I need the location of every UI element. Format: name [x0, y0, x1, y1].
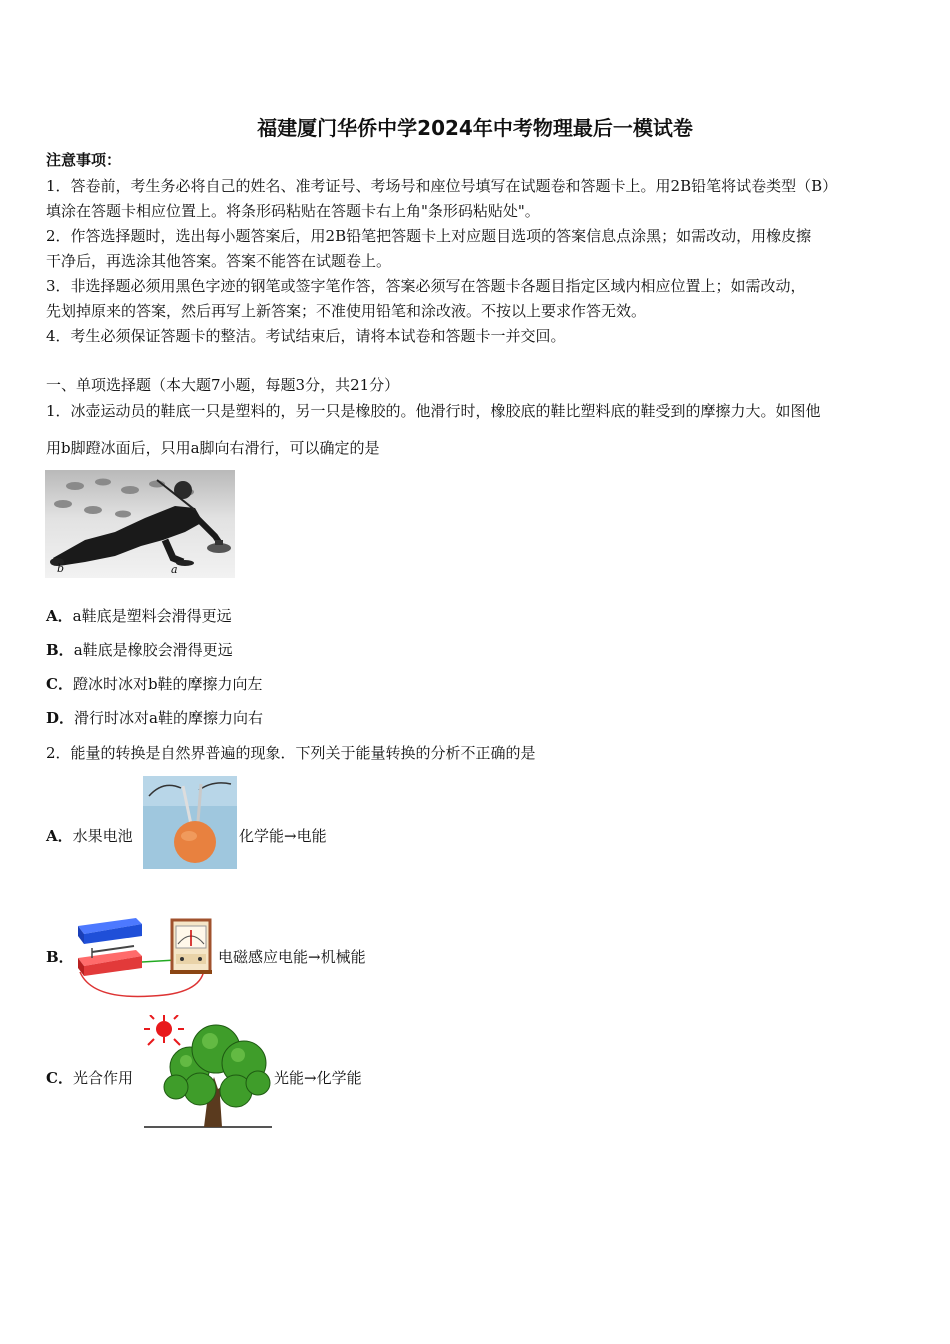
- option-text: a鞋底是塑料会滑得更远: [72, 607, 232, 625]
- q2-option-a-conversion: 化学能→电能: [239, 827, 327, 845]
- question-1-stem: 1．冰壶运动员的鞋底一只是塑料的，另一只是橡胶的。他滑行时，橡胶底的鞋比塑料底的鞋受到的摩擦力大。如图他: [46, 402, 821, 420]
- q2-option-b[interactable]: [46, 947, 74, 967]
- notice-line: 填涂在答题卡相应位置上。将条形码粘贴在答题卡右上角"条形码粘贴处"。: [46, 202, 540, 220]
- option-label: D．: [46, 709, 75, 727]
- option-c[interactable]: [46, 674, 263, 694]
- notice-line: 2．作答选择题时，选出每小题答案后，用2B铅笔把答题卡上对应题目选项的答案信息点涂黑；如需改动，用橡皮擦: [46, 227, 812, 245]
- q2-option-c[interactable]: [46, 1068, 133, 1088]
- question-2-stem: 2．能量的转换是自然界普遍的现象．下列关于能量转换的分析不正确的是: [46, 744, 536, 762]
- photosynthesis-figure: [140, 1015, 274, 1131]
- figure-label-b: b: [57, 562, 65, 575]
- option-text: 水果电池: [72, 827, 133, 845]
- question-1-stem-cont: 用b脚蹬冰面后，只用a脚向右滑行，可以确定的是: [46, 439, 380, 457]
- q2-option-b-conversion: 电磁感应电能→机械能: [218, 948, 366, 966]
- q2-option-a[interactable]: [46, 826, 133, 846]
- notice-line: 干净后，再选涂其他答案。答案不能答在试题卷上。: [46, 252, 392, 270]
- fruit-battery-figure: [143, 776, 237, 869]
- option-label: B．: [46, 641, 74, 659]
- option-d[interactable]: [46, 708, 263, 728]
- option-text: a鞋底是橡胶会滑得更远: [73, 641, 233, 659]
- notice-line: 先划掉原来的答案，然后再写上新答案；不准使用铅笔和涂改液。不按以上要求作答无效。: [46, 302, 647, 320]
- figure-label-a: a: [171, 563, 178, 576]
- q2-option-c-conversion: 光能→化学能: [274, 1069, 362, 1087]
- option-a[interactable]: [46, 606, 232, 626]
- option-label: B．: [46, 948, 74, 966]
- option-text: 光合作用: [72, 1069, 133, 1087]
- option-text: 滑行时冰对a鞋的摩擦力向右: [74, 709, 263, 727]
- notice-line: 1．答卷前，考生务必将自己的姓名、准考证号、考场号和座位号填写在试题卷和答题卡上。用2B铅笔将试卷类型（B）: [46, 177, 838, 195]
- curling-figure: [45, 470, 235, 578]
- option-label: C．: [46, 675, 73, 693]
- option-text: 蹬冰时冰对b鞋的摩擦力向左: [72, 675, 263, 693]
- notice-line: 4．考生必须保证答题卡的整洁。考试结束后，请将本试卷和答题卡一并交回。: [46, 327, 566, 345]
- option-b[interactable]: [46, 640, 233, 660]
- option-label: A．: [46, 827, 73, 845]
- electromagnetic-figure: [72, 914, 217, 1000]
- section-heading: 一、单项选择题（本大题7小题，每题3分，共21分）: [46, 376, 400, 394]
- notice-heading: 注意事项：: [46, 151, 122, 169]
- page-title: 福建厦门华侨中学2024年中考物理最后一模试卷: [257, 116, 693, 140]
- option-label: A．: [46, 607, 73, 625]
- option-label: C．: [46, 1069, 73, 1087]
- notice-line: 3．非选择题必须用黑色字迹的钢笔或签字笔作答，答案必须写在答题卡各题目指定区域内相应位置上；如需改动，: [46, 277, 806, 295]
